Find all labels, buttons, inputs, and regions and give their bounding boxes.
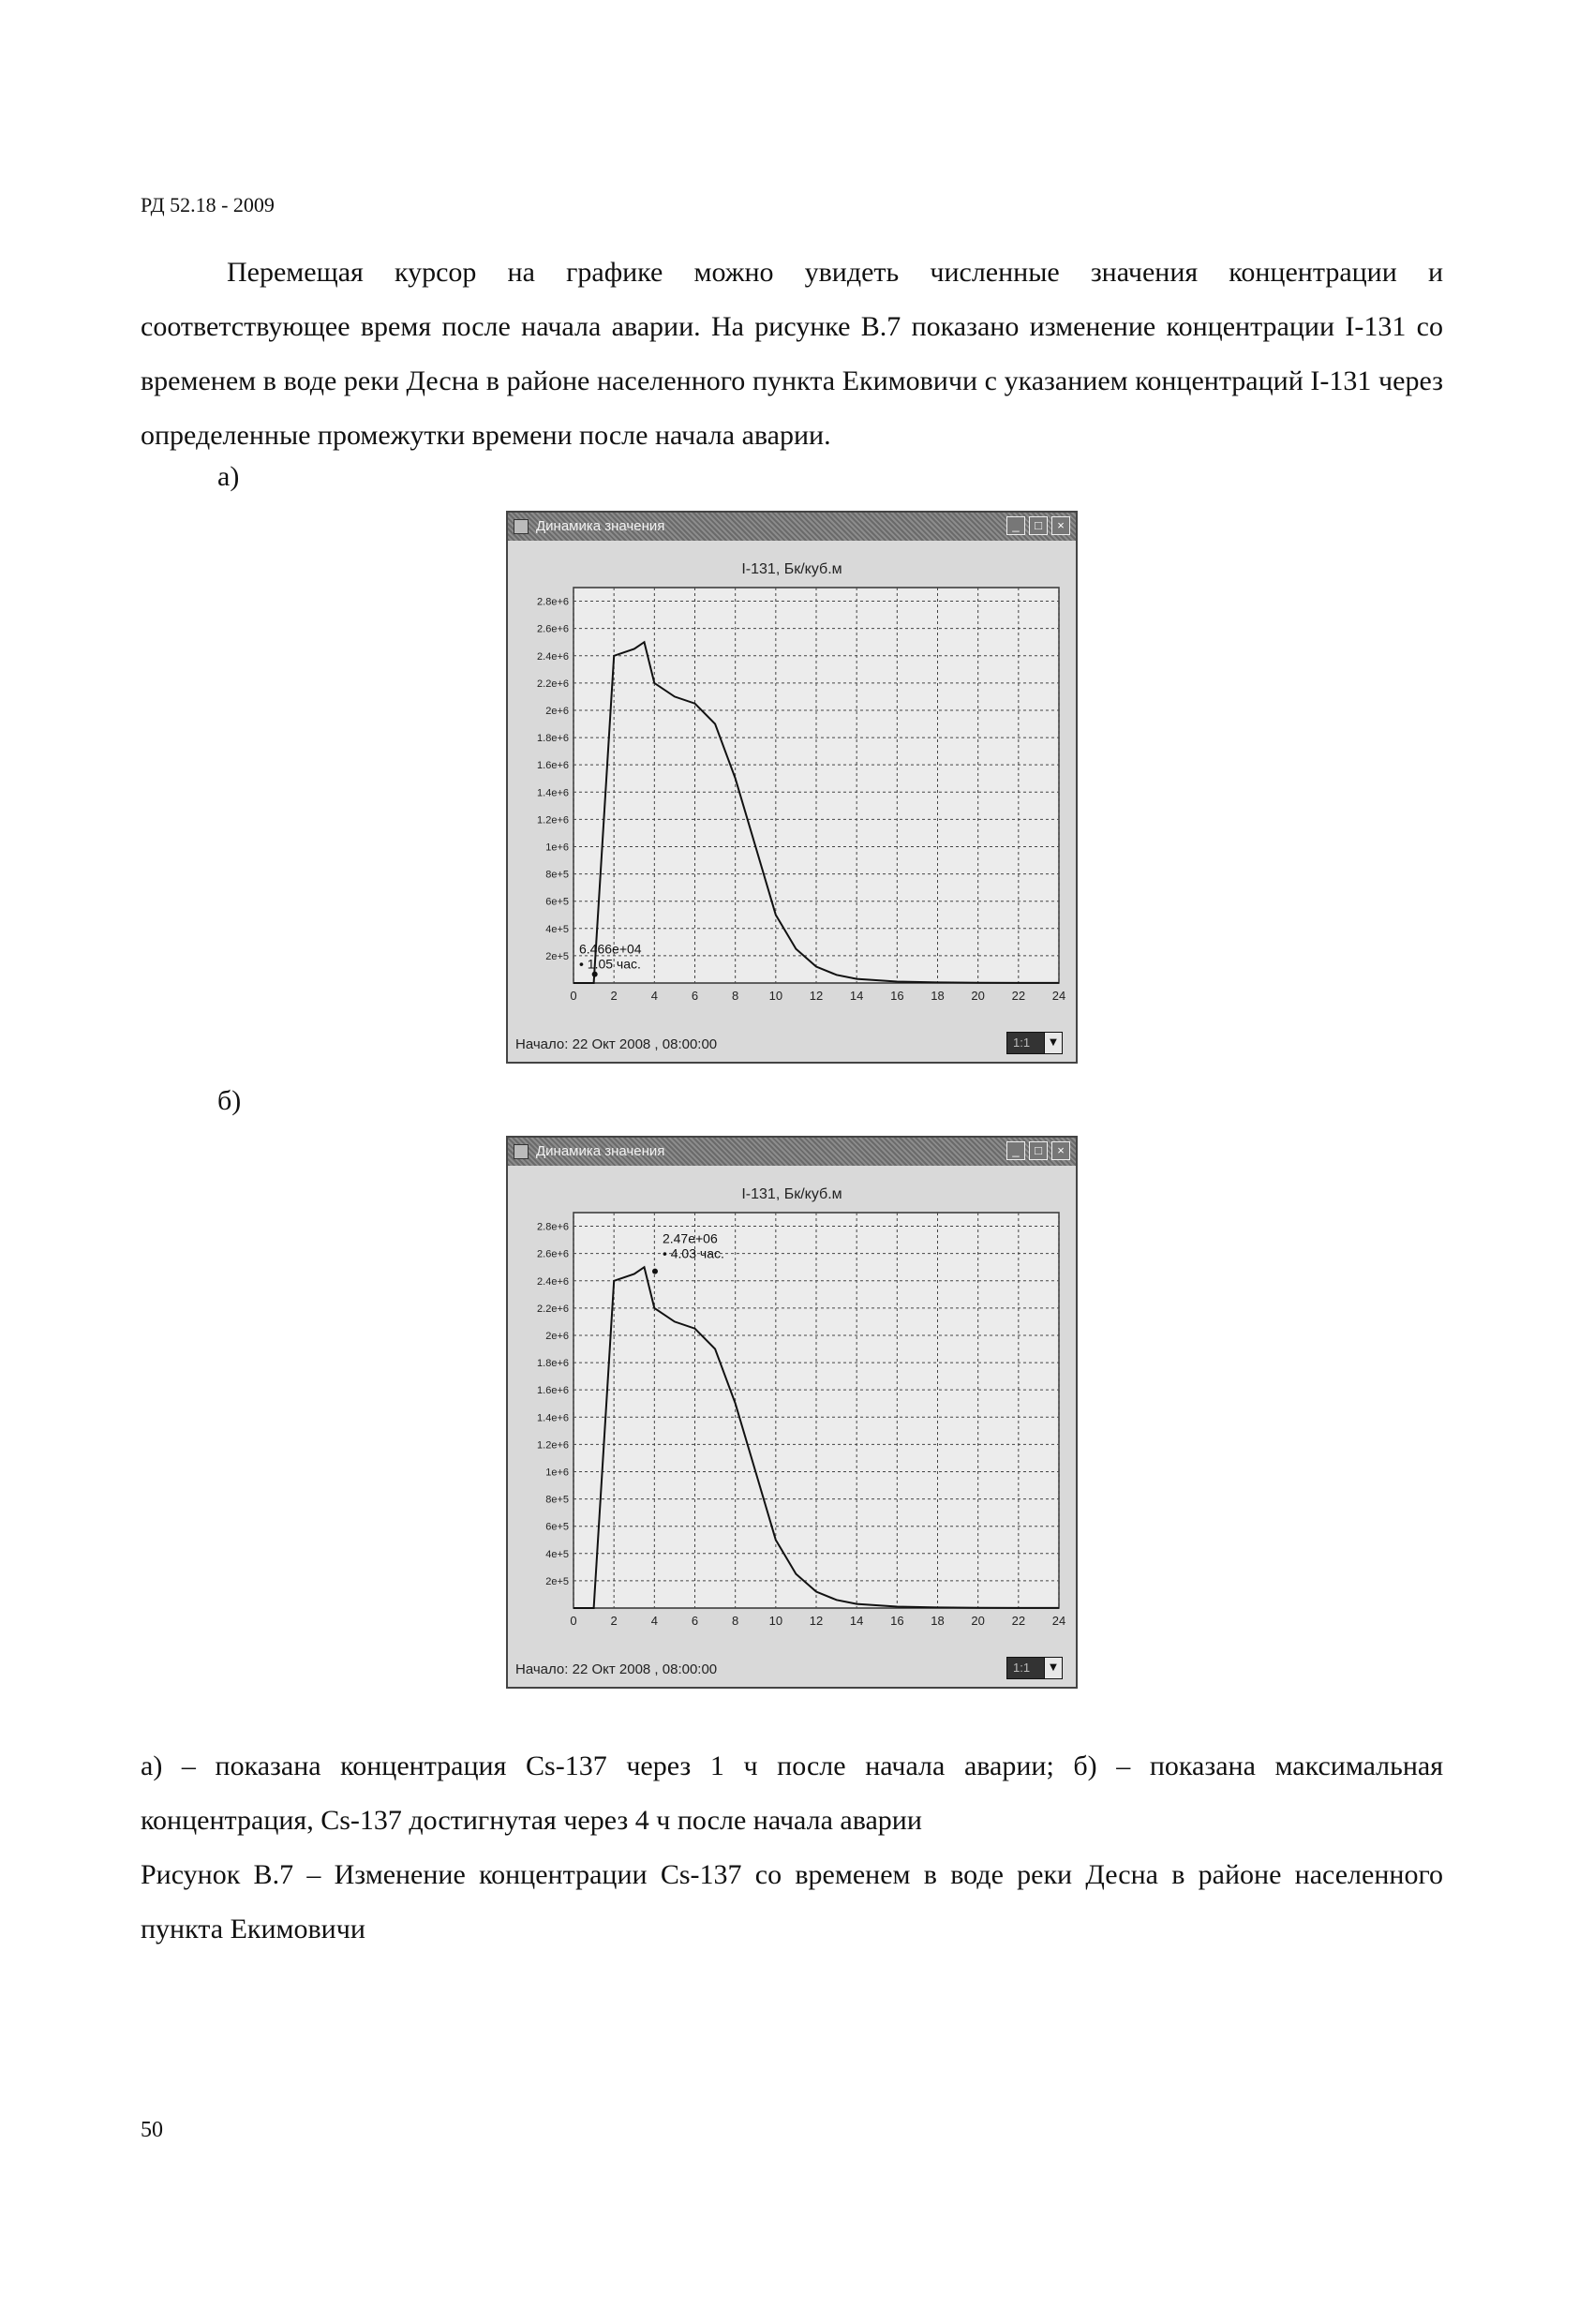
x-tick-label: 16 [890, 989, 904, 1003]
y-tick-label: 2e+5 [545, 950, 569, 962]
line-chart[interactable] [508, 1138, 1076, 1687]
chevron-down-icon[interactable]: ▼ [1044, 1032, 1063, 1054]
chart-window-b [506, 1136, 1078, 1689]
y-tick-label: 1.8e+6 [537, 733, 569, 745]
close-icon[interactable]: × [1051, 516, 1070, 535]
maximize-icon[interactable]: □ [1029, 516, 1048, 535]
y-tick-label: 1.4e+6 [537, 1412, 569, 1424]
maximize-icon[interactable]: □ [1029, 1141, 1048, 1160]
zoom-value: 1:1 [1013, 1661, 1031, 1675]
page-number: 50 [141, 2118, 163, 2142]
y-tick-label: 2.8e+6 [537, 596, 569, 608]
x-tick-label: 24 [1051, 1614, 1066, 1628]
x-tick-label: 12 [809, 1614, 824, 1628]
x-tick-label: 4 [650, 989, 658, 1003]
y-tick-label: 2e+6 [545, 705, 569, 717]
zoom-select[interactable] [1006, 1032, 1063, 1054]
zoom-select[interactable] [1006, 1657, 1063, 1679]
y-tick-label: 2.4e+6 [537, 1275, 569, 1288]
y-tick-label: 4e+5 [545, 1548, 569, 1560]
y-tick-label: 1.2e+6 [537, 814, 569, 827]
cursor-value-label: 6.466e+04 [579, 941, 642, 957]
y-tick-label: 2.6e+6 [537, 623, 569, 635]
x-tick-label: 22 [1011, 989, 1026, 1003]
figure-label-a: а) [217, 461, 240, 492]
figure-subcaption: а) – показана концентрация Cs-137 через 1 ч после начала аварии; б) – показана максимальная концентрация, Cs-137 достигнутая через 4 ч после начала аварии [141, 1750, 1443, 1836]
y-tick-label: 1.4e+6 [537, 787, 569, 799]
y-tick-label: 6e+5 [545, 896, 569, 908]
figure-caption: Рисунок В.7 – Изменение концентрации Cs-137 со временем в воде реки Десна в районе населенного пункта Екимовичи [141, 1859, 1443, 1944]
y-tick-label: 1.2e+6 [537, 1439, 569, 1452]
x-tick-label: 6 [691, 1614, 699, 1628]
y-tick-label: 2.8e+6 [537, 1221, 569, 1233]
y-tick-label: 2.4e+6 [537, 650, 569, 663]
start-time-status: Начало: 22 Окт 2008 , 08:00:00 [515, 1036, 718, 1052]
minimize-icon[interactable]: _ [1006, 516, 1025, 535]
cursor-time-label: • 4.03 час. [662, 1245, 724, 1261]
chart-window-a [506, 511, 1078, 1064]
y-tick-label: 2e+5 [545, 1575, 569, 1587]
y-tick-label: 1e+6 [545, 842, 569, 854]
y-tick-label: 8e+5 [545, 1494, 569, 1506]
x-tick-label: 10 [768, 1614, 783, 1628]
plot-title: I-131, Бк/куб.м [741, 1186, 842, 1202]
plot-title: I-131, Бк/куб.м [741, 561, 842, 577]
zoom-value: 1:1 [1013, 1035, 1031, 1050]
window-title: Динамика значения [536, 1143, 665, 1159]
x-tick-label: 14 [849, 989, 864, 1003]
x-tick-label: 2 [610, 1614, 618, 1628]
start-time-status: Начало: 22 Окт 2008 , 08:00:00 [515, 1661, 718, 1677]
x-tick-label: 18 [931, 989, 945, 1003]
y-tick-label: 4e+5 [545, 923, 569, 935]
cursor-time-label: • 1.05 час. [579, 956, 641, 972]
x-tick-label: 10 [768, 989, 783, 1003]
figure-label-b: б) [217, 1085, 242, 1116]
document-header: РД 52.18 - 2009 [141, 193, 275, 216]
close-icon[interactable]: × [1051, 1141, 1070, 1160]
x-tick-label: 6 [691, 989, 699, 1003]
cursor-value-label: 2.47e+06 [662, 1230, 718, 1246]
x-tick-label: 8 [732, 1614, 739, 1628]
x-tick-label: 2 [610, 989, 618, 1003]
y-tick-label: 1.6e+6 [537, 1385, 569, 1397]
window-title: Динамика значения [536, 518, 665, 534]
x-tick-label: 20 [971, 1614, 985, 1628]
x-tick-label: 16 [890, 1614, 904, 1628]
x-tick-label: 8 [732, 989, 739, 1003]
intro-paragraph: Перемещая курсор на графике можно увидеть численные значения концентрации и соответствующее время после начала аварии. На рисунке В.7 показано изменение концентрации I-131 со временем в воде реки Десна в районе населенного пункта Екимовичи с указанием концентраций I-131 через определенные промежутки времени после начала аварии. [141, 257, 1443, 451]
y-tick-label: 2.2e+6 [537, 1303, 569, 1315]
x-tick-label: 12 [809, 989, 824, 1003]
x-tick-label: 20 [971, 989, 985, 1003]
cursor-point [592, 972, 598, 977]
y-tick-label: 2.6e+6 [537, 1248, 569, 1260]
x-tick-label: 0 [570, 989, 577, 1003]
x-tick-label: 0 [570, 1614, 577, 1628]
y-tick-label: 1.6e+6 [537, 760, 569, 772]
y-tick-label: 1e+6 [545, 1467, 569, 1479]
x-tick-label: 24 [1051, 989, 1066, 1003]
y-tick-label: 2e+6 [545, 1330, 569, 1342]
cursor-point [652, 1269, 658, 1274]
line-chart[interactable] [508, 513, 1076, 1062]
y-tick-label: 6e+5 [545, 1521, 569, 1533]
y-tick-label: 8e+5 [545, 869, 569, 881]
x-tick-label: 18 [931, 1614, 945, 1628]
y-tick-label: 1.8e+6 [537, 1358, 569, 1370]
x-tick-label: 4 [650, 1614, 658, 1628]
x-tick-label: 22 [1011, 1614, 1026, 1628]
minimize-icon[interactable]: _ [1006, 1141, 1025, 1160]
y-tick-label: 2.2e+6 [537, 678, 569, 690]
x-tick-label: 14 [849, 1614, 864, 1628]
chevron-down-icon[interactable]: ▼ [1044, 1657, 1063, 1679]
